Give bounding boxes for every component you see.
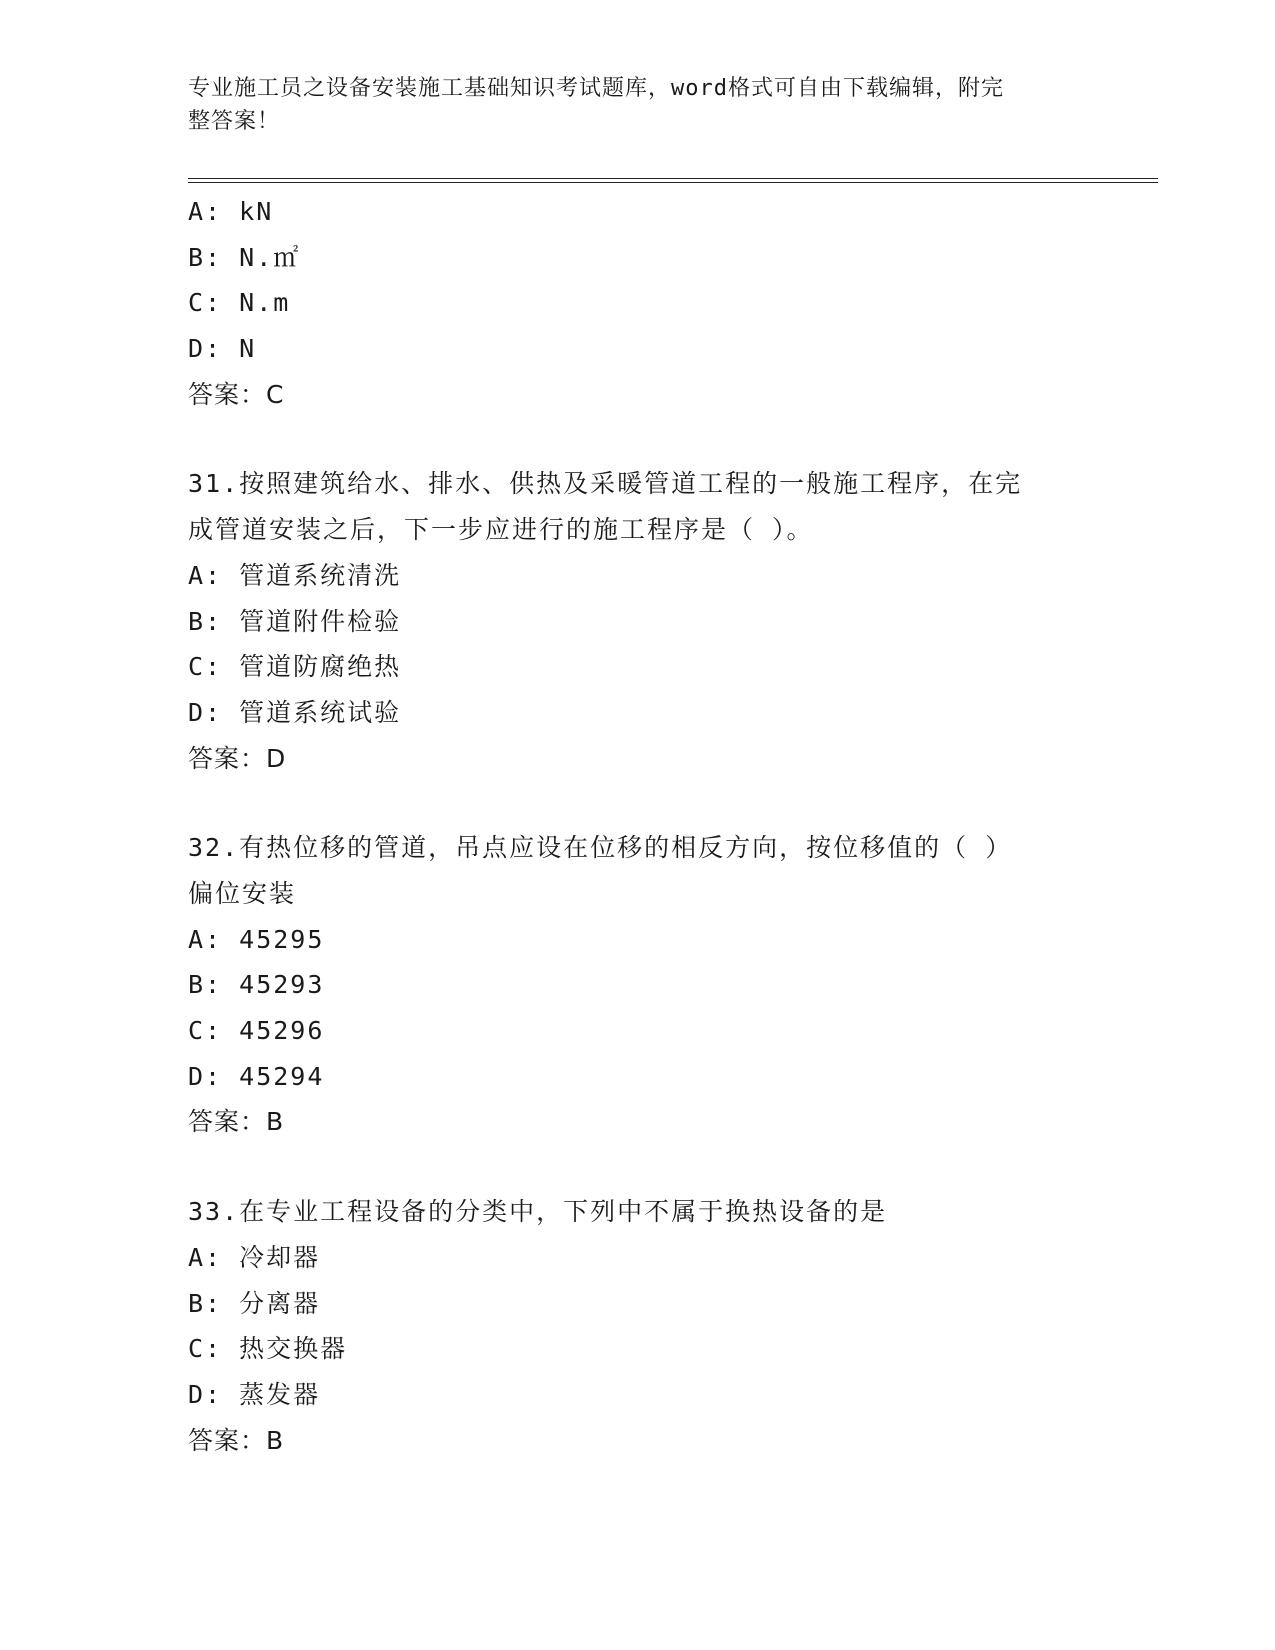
question-text-line-2: 成管道安装之后，下一步应进行的施工程序是（ ）。 <box>188 515 814 545</box>
question-text <box>188 1189 1068 1235</box>
spacer <box>188 417 1088 461</box>
option-a: A: kN <box>188 197 274 226</box>
option-c: C: 管道防腐绝热 <box>188 652 402 682</box>
header-divider-bottom <box>188 182 1158 183</box>
question-text <box>188 825 1068 916</box>
answer-label: 答案：C <box>188 379 285 409</box>
question-32 <box>188 825 1088 1145</box>
header-line-2: 整答案！ <box>188 109 281 134</box>
option-d: D: N <box>188 334 257 364</box>
answer-label: 答案：B <box>188 1107 285 1137</box>
question-text-line-1: 32.有热位移的管道，吊点应设在位移的相反方向，按位移值的（ ） <box>188 833 1013 863</box>
option-a: A: 45295 <box>188 924 325 954</box>
spacer <box>188 1145 1088 1189</box>
question-31 <box>188 461 1088 781</box>
spacer <box>188 781 1088 825</box>
question-list <box>188 189 1088 1463</box>
option-a: A: 冷却器 <box>188 1242 321 1272</box>
answer-label: 答案：D <box>188 743 287 773</box>
option-b: B: 管道附件检验 <box>188 606 402 636</box>
option-c: C: 热交换器 <box>188 1334 348 1364</box>
option-b: B: 45293 <box>188 970 325 1000</box>
question-text-line-1: 31.按照建筑给水、排水、供热及采暖管道工程的一般施工程序，在完 <box>188 469 1023 499</box>
option-b: B: 分离器 <box>188 1288 321 1318</box>
header-line-1: 专业施工员之设备安装施工基础知识考试题库，word格式可自由下载编辑，附完 <box>188 76 1004 101</box>
option-a: A: 管道系统清洗 <box>188 560 402 590</box>
question-30 <box>188 189 1088 417</box>
header-divider-top <box>188 178 1158 179</box>
question-text <box>188 461 1068 552</box>
question-text-line-2: 偏位安装 <box>188 878 297 908</box>
option-c: C: 45296 <box>188 1016 325 1046</box>
option-c: C: N.m <box>188 288 291 318</box>
option-b: B: N.㎡ <box>188 242 301 272</box>
document-header <box>188 72 1068 138</box>
question-text-line-1: 33.在专业工程设备的分类中，下列中不属于换热设备的是 <box>188 1197 888 1227</box>
question-33 <box>188 1189 1088 1463</box>
option-d: D: 蒸发器 <box>188 1379 321 1409</box>
option-d: D: 管道系统试验 <box>188 697 402 727</box>
answer-label: 答案：B <box>188 1425 285 1455</box>
option-d: D: 45294 <box>188 1061 325 1091</box>
